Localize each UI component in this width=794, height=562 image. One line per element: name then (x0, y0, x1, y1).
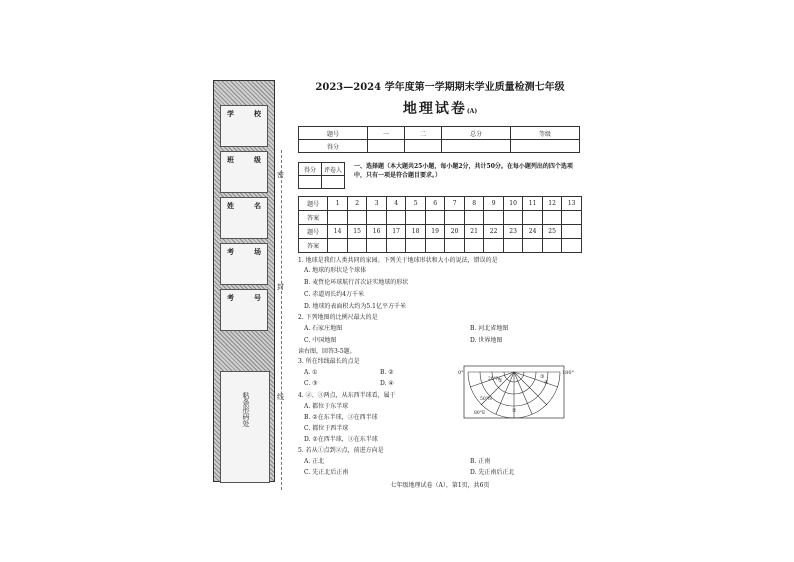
score-input-cell[interactable] (511, 140, 580, 153)
answer-input-cell[interactable] (464, 239, 484, 253)
score-input-cell[interactable] (405, 140, 442, 153)
answer-input-cell[interactable] (406, 239, 426, 253)
answer-input-cell[interactable] (484, 239, 504, 253)
school-field[interactable] (220, 105, 268, 147)
question-number-cell: 3 (367, 197, 387, 211)
option: C. 先正北后正南 (304, 469, 349, 476)
answer-input-cell[interactable] (367, 239, 387, 253)
table-cell: 总分 (442, 127, 511, 140)
question-number-cell: 1 (328, 197, 348, 211)
score-table (298, 126, 580, 153)
option: A. 地球的形状是个球体 (304, 267, 367, 274)
option: C. 都位于西半球 (304, 425, 349, 432)
student-info-fields (220, 105, 268, 335)
question-number-cell: 8 (464, 197, 484, 211)
seal-char: 线 (277, 393, 284, 401)
question-number-cell: 5 (406, 197, 426, 211)
table-cell: 一 (367, 127, 404, 140)
question-number-cell: 25 (542, 225, 562, 239)
table-cell: 得分 (299, 163, 322, 176)
answer-input-cell[interactable] (406, 211, 426, 225)
answer-input-cell[interactable] (464, 211, 484, 225)
score-input-cell[interactable] (442, 140, 511, 153)
answer-input-cell[interactable] (562, 211, 582, 225)
question-4: 4. ②、③两点，从东西半球看，属于 (298, 392, 396, 399)
exam-room-field[interactable] (220, 243, 268, 285)
table-cell: 答案 (299, 211, 328, 225)
question-number-cell: 4 (386, 197, 406, 211)
score-input-cell[interactable] (367, 140, 404, 153)
point-marker: ③ (540, 374, 545, 380)
question-number-cell: 22 (484, 225, 504, 239)
score-input-cell[interactable] (299, 176, 322, 189)
name-field[interactable] (220, 197, 268, 239)
field-label: 姓 (227, 201, 234, 210)
table-row (299, 197, 582, 211)
latitude-longitude-grid-map (458, 362, 575, 420)
answer-input-cell[interactable] (425, 239, 445, 253)
point-marker: ① (498, 378, 503, 384)
option: B. 河北省地图 (470, 325, 509, 332)
barcode-area (220, 371, 270, 483)
point-marker: ② (512, 408, 517, 414)
table-row (299, 127, 580, 140)
barcode-label: 粘条形码处 (242, 392, 250, 427)
map-label-lon: 80°E (474, 411, 486, 416)
question-number-cell: 24 (523, 225, 543, 239)
table-cell: 题号 (299, 225, 328, 239)
map-label-right: 180° (562, 370, 575, 376)
answer-input-cell[interactable] (542, 239, 562, 253)
page-footer: 七年级地理试卷（A），第1页，共6页 (390, 482, 490, 489)
binding-strip (213, 80, 275, 482)
option: C. 中国地图 (304, 337, 337, 344)
field-label: 班 (227, 155, 234, 164)
option: D. 先正南后正北 (470, 469, 515, 476)
map-label-left: 0° (458, 370, 464, 376)
option: A. ① (304, 369, 318, 376)
table-cell: 答案 (299, 239, 328, 253)
field-label: 名 (254, 201, 261, 210)
option: D. 地球的表面积大约为5.1亿平方千米 (304, 303, 406, 310)
answer-input-cell[interactable] (503, 211, 523, 225)
question-number-cell: 21 (464, 225, 484, 239)
question-number-cell: 13 (562, 197, 582, 211)
question-2: 2. 下列地图的比例尺最大的是 (298, 314, 378, 321)
exam-number-field[interactable] (220, 289, 268, 331)
table-row (299, 176, 345, 189)
answer-input-cell[interactable] (445, 211, 465, 225)
table-cell: 评卷人 (322, 163, 345, 176)
answer-input-cell[interactable] (484, 211, 504, 225)
question-number-cell: 14 (328, 225, 348, 239)
option: D. ④ (380, 380, 394, 387)
answer-table (298, 196, 582, 253)
seal-char: 密 (277, 171, 284, 179)
question-number-cell: 16 (367, 225, 387, 239)
option: C. 赤道周长约4万千米 (304, 291, 365, 298)
question-number-cell: 19 (425, 225, 445, 239)
question-number-cell: 9 (484, 197, 504, 211)
class-field[interactable] (220, 151, 268, 193)
option: D. 世界地图 (470, 337, 503, 344)
table-cell: 题号 (299, 197, 328, 211)
map-label-lat: 20°N (488, 377, 500, 382)
table-cell: 等级 (511, 127, 580, 140)
subtitle-tag: (A) (466, 108, 478, 115)
subtitle-text: 地理试卷 (402, 101, 467, 117)
answer-input-cell[interactable] (523, 211, 543, 225)
table-row (299, 163, 345, 176)
question-number-cell: 23 (503, 225, 523, 239)
table-row (299, 225, 582, 239)
answer-input-cell[interactable] (347, 239, 367, 253)
option: D. ②在西半球，③在东半球 (304, 436, 378, 443)
question-number-cell: 2 (347, 197, 367, 211)
question-number-cell: 11 (523, 197, 543, 211)
exam-subtitle (300, 98, 580, 118)
answer-input-cell[interactable] (445, 239, 465, 253)
option: B. 正南 (470, 458, 491, 465)
scorer-table (298, 162, 345, 189)
question-5: 5. 若从①点到②点，前进方向是 (298, 447, 384, 454)
option: A. 都位于东半球 (304, 403, 349, 410)
field-label: 校 (254, 109, 261, 118)
section-heading: 一、选择题（本大题共25小题，每小题2分，共计50分。在每小题列出的四个选项中，只有一项是符合题目要求。） (354, 163, 573, 179)
answer-input-cell[interactable] (367, 211, 387, 225)
field-label: 场 (254, 247, 261, 256)
question-number-cell: 20 (445, 225, 465, 239)
field-label: 号 (254, 293, 261, 302)
table-cell: 二 (405, 127, 442, 140)
question-lead: 读右图，回答3-5题。 (298, 348, 356, 355)
option: B. ②在东半球，③在西半球 (304, 414, 378, 421)
question-3: 3. 所在纬线最长的点是 (298, 358, 360, 365)
answer-input-cell[interactable] (386, 211, 406, 225)
field-label: 学 (227, 109, 234, 118)
answer-input-cell[interactable] (328, 239, 348, 253)
answer-input-cell[interactable] (425, 211, 445, 225)
score-input-cell[interactable] (322, 176, 345, 189)
field-label: 级 (254, 155, 261, 164)
answer-input-cell[interactable] (562, 239, 582, 253)
question-number-cell: 15 (347, 225, 367, 239)
question-number-cell: 17 (386, 225, 406, 239)
question-number-cell: 18 (406, 225, 426, 239)
answer-input-cell[interactable] (503, 239, 523, 253)
question-number-cell (562, 225, 582, 239)
seal-line (281, 150, 282, 490)
table-cell: 得分 (299, 140, 368, 153)
option: A. 石家庄地图 (304, 325, 343, 332)
table-cell: 题号 (299, 127, 368, 140)
field-label: 考 (227, 293, 234, 302)
table-row (299, 211, 582, 225)
exam-title: 2023—2024 学年度第一学期期末学业质量检测七年级 (315, 82, 565, 93)
field-label: 考 (227, 247, 234, 256)
answer-input-cell[interactable] (542, 211, 562, 225)
question-number-cell: 7 (445, 197, 465, 211)
answer-input-cell[interactable] (328, 211, 348, 225)
answer-input-cell[interactable] (386, 239, 406, 253)
question-1: 1. 地球是我们人类共同的家园。下列关于地球形状和大小的说法，错误的是 (298, 257, 498, 264)
point-marker: ④ (544, 380, 549, 386)
table-row (299, 239, 582, 253)
map-label-lat: 50°N (480, 397, 492, 402)
answer-input-cell[interactable] (347, 211, 367, 225)
question-number-cell: 6 (425, 197, 445, 211)
table-row (299, 140, 580, 153)
option: B. 麦哲伦环球航行首次证实地球的形状 (304, 279, 409, 286)
option: B. ② (380, 369, 394, 376)
question-number-cell: 12 (542, 197, 562, 211)
question-number-cell: 10 (503, 197, 523, 211)
option: C. ③ (304, 380, 318, 387)
option: A. 正北 (304, 458, 325, 465)
seal-char: 封 (277, 283, 284, 291)
answer-input-cell[interactable] (523, 239, 543, 253)
